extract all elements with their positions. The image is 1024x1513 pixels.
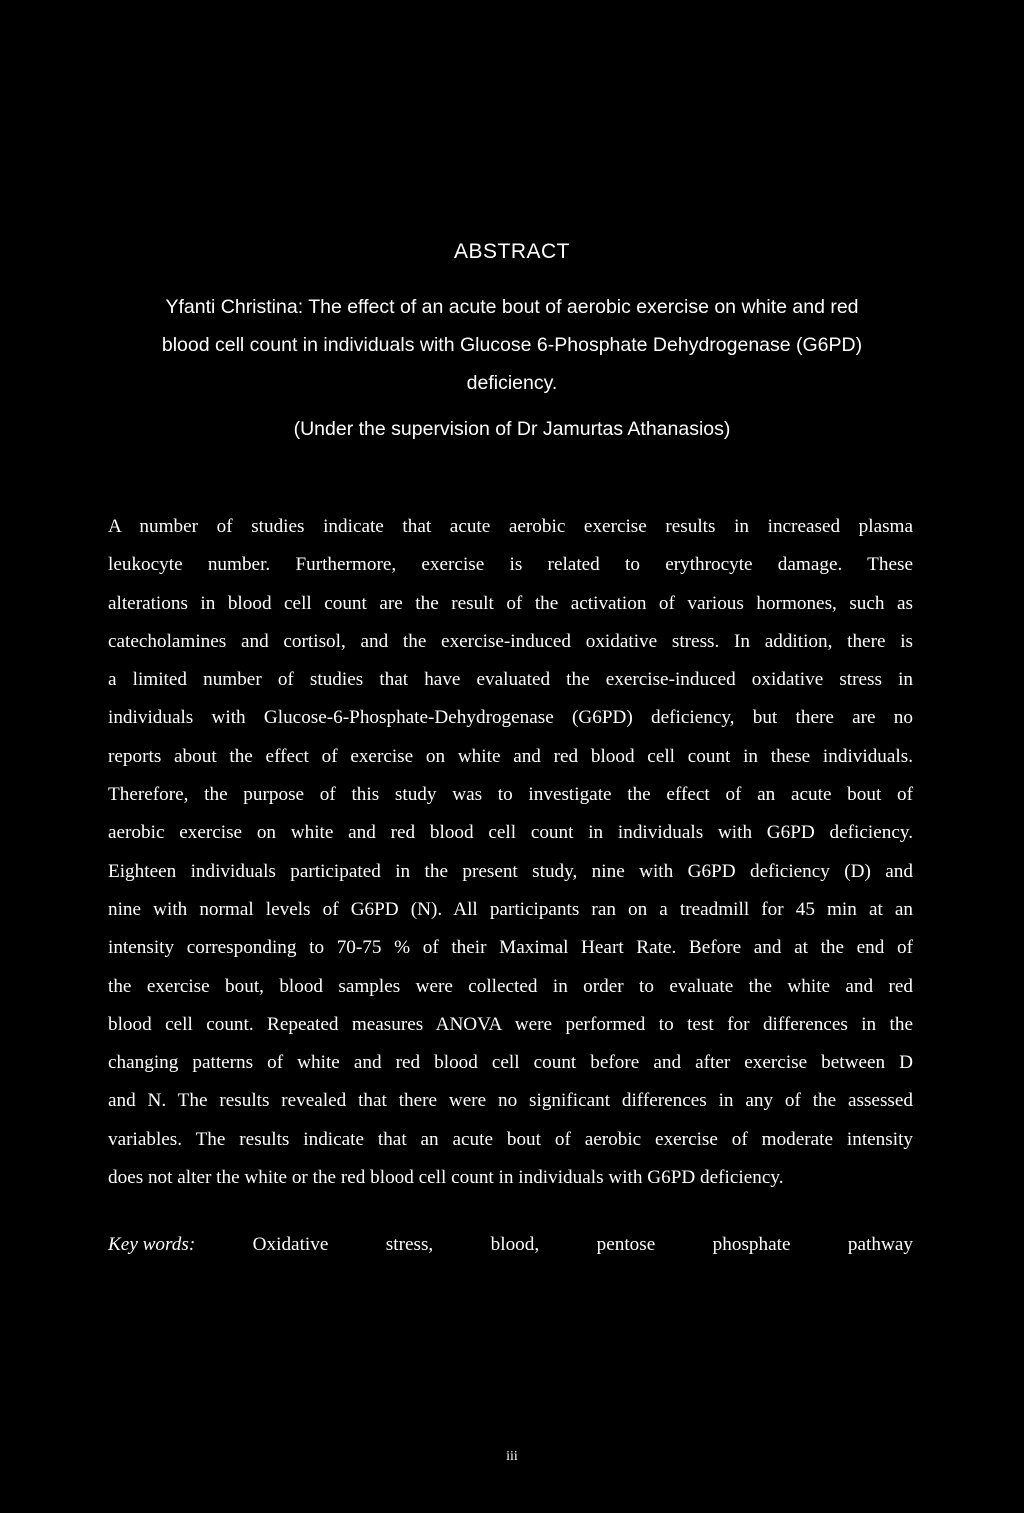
abstract-line: catecholamines and cortisol, and the exercise-induced oxidative stress. In addition, there is [108,630,913,652]
abstract-line: aerobic exercise on white and red blood cell count in individuals with G6PD deficiency. [108,822,913,844]
abstract-line: nine with normal levels of G6PD (N). All participants ran on a treadmill for 45 min at an [108,898,913,920]
abstract-line: reports about the effect of exercise on white and red blood cell count in these individuals. [108,745,913,767]
abstract-line: Eighteen individuals participated in the present study, nine with G6PD deficiency (D) and [108,860,913,882]
abstract-heading: ABSTRACT [453,240,570,263]
abstract-line: and N. The results revealed that there were no significant differences in any of the assessed [108,1090,913,1112]
thesis-title-line: blood cell count in individuals with Glucose 6-Phosphate Dehydrogenase (G6PD) [161,334,863,356]
thesis-title-line: Yfanti Christina: The effect of an acute bout of aerobic exercise on white and red [165,296,859,318]
abstract-line: alterations in blood cell count are the result of the activation of various hormones, such as [108,592,913,614]
page-number: iii [506,1449,518,1464]
abstract-line: the exercise bout, blood samples were collected in order to evaluate the white and red [108,975,913,997]
abstract-line: blood cell count. Repeated measures ANOVA were performed to test for differences in the [108,1013,913,1035]
keyword-term: phosphate [712,1234,791,1255]
abstract-line: leukocyte number. Furthermore, exercise is related to erythrocyte damage. These [108,554,913,576]
abstract-line: does not alter the white or the red blood cell count in individuals with G6PD deficiency. [108,1167,784,1189]
keywords-line [108,1234,913,1256]
keyword-term: blood, [490,1234,540,1255]
abstract-line: variables. The results indicate that an acute bout of aerobic exercise of moderate intensity [108,1128,913,1150]
keyword-term: pathway [847,1234,913,1255]
supervisor-line: (Under the supervision of Dr Jamurtas Athanasios) [293,418,731,440]
abstract-line: Therefore, the purpose of this study was to investigate the effect of an acute bout of [108,784,913,806]
thesis-title-line: deficiency. [466,372,558,394]
abstract-line: intensity corresponding to 70-75 % of their Maximal Heart Rate. Before and at the end of [108,937,913,959]
abstract-line: changing patterns of white and red blood cell count before and after exercise between D [108,1052,913,1074]
thesis-title [120,288,904,402]
keyword-term: stress, [385,1234,434,1255]
abstract-line: a limited number of studies that have evaluated the exercise-induced oxidative stress in [108,669,913,691]
keyword-term: pentose [596,1234,656,1255]
abstract-line: individuals with Glucose-6-Phosphate-Dehydrogenase (G6PD) deficiency, but there are no [108,707,913,729]
keyword-term: Oxidative [252,1234,329,1255]
keywords-label: Key words: [108,1234,196,1255]
abstract-body [108,508,913,1197]
abstract-line: A number of studies indicate that acute aerobic exercise results in increased plasma [108,516,913,537]
